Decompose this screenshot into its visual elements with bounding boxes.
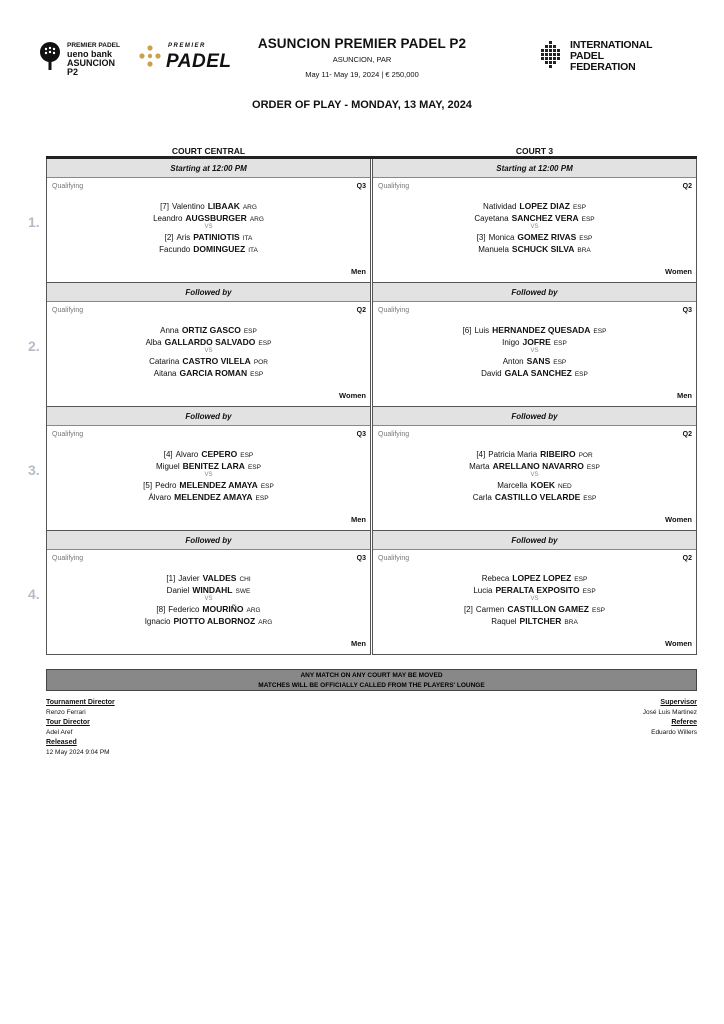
referee-name: Eduardo Willers [651, 729, 697, 736]
player-last-name: CEPERO [201, 449, 238, 459]
match-cell [372, 531, 697, 655]
released-time: 12 May 2024 9:04 PM [46, 749, 110, 756]
player-first-name: Carla [472, 493, 492, 502]
player-entry [373, 603, 696, 615]
match-body [373, 178, 696, 282]
match-start-header: Starting at 12:00 PM [47, 159, 370, 178]
player-nationality: SWE [235, 588, 251, 595]
match-players [47, 324, 370, 379]
player-nationality: ITA [242, 235, 253, 242]
player-last-name: JOFRE [522, 337, 551, 347]
player-seed: [6] [462, 326, 472, 335]
match-body [373, 302, 696, 406]
player-last-name: GALLARDO SALVADO [164, 337, 256, 347]
player-last-name: VALDES [202, 573, 237, 583]
match-round: Qualifying [52, 183, 84, 190]
player-entry [47, 572, 370, 584]
player-last-name: LOPEZ LOPEZ [512, 573, 572, 583]
player-nationality: ESP [574, 576, 588, 583]
player-nationality: BRA [564, 619, 578, 626]
player-nationality: CHI [239, 576, 251, 583]
player-entry [373, 243, 696, 255]
match-round: Qualifying [378, 431, 410, 438]
player-first-name: Ignacio [144, 617, 171, 626]
player-last-name: WINDAHL [192, 585, 233, 595]
player-nationality: ESP [255, 495, 269, 502]
match-start-header: Followed by [373, 283, 696, 302]
ipf-ball-icon [537, 40, 565, 74]
tournament-logo-text [67, 42, 120, 77]
versus-label: VS [204, 596, 213, 602]
match-players [47, 448, 370, 503]
match-cell [372, 283, 697, 407]
player-first-name: Alba [145, 338, 162, 347]
tournament-director-name: Renzo Ferrari [46, 709, 86, 716]
player-entry [47, 479, 370, 491]
player-entry [373, 212, 696, 224]
logo-line: ASUNCION [67, 58, 116, 68]
player-entry [373, 460, 696, 472]
logo-line: P2 [67, 67, 79, 77]
player-entry [373, 491, 696, 503]
player-entry [373, 584, 696, 596]
player-first-name: Leandro [153, 214, 183, 223]
officials-right [643, 698, 697, 739]
match-start-header: Starting at 12:00 PM [373, 159, 696, 178]
match-order-number: 4. [28, 586, 40, 602]
match-round: Qualifying [52, 555, 84, 562]
player-last-name: AUGSBURGER [185, 213, 247, 223]
player-nationality: POR [578, 452, 593, 459]
player-nationality: ESP [553, 359, 567, 366]
padel-racket-icon [37, 41, 63, 71]
notice-line: MATCHES WILL BE OFFICIALLY CALLED FROM THE PLAYERS' LOUNGE [258, 682, 485, 689]
player-first-name: Marcella [497, 481, 528, 490]
player-entry [373, 367, 696, 379]
player-entry [373, 448, 696, 460]
match-body [47, 426, 370, 530]
ipf-line: PADEL [570, 50, 604, 62]
match-cell [46, 159, 371, 283]
player-nationality: ESP [250, 371, 264, 378]
player-nationality: ARG [249, 216, 264, 223]
player-last-name: CASTILLO VELARDE [494, 492, 581, 502]
versus-label: VS [204, 348, 213, 354]
player-entry [47, 355, 370, 367]
player-last-name: CASTRO VILELA [182, 356, 251, 366]
player-nationality: POR [253, 359, 268, 366]
match-body [47, 550, 370, 654]
match-category: Women [665, 515, 692, 524]
player-entry [373, 355, 696, 367]
schedule-grid [46, 156, 697, 655]
player-entry [373, 336, 696, 348]
court-header-court3: COURT 3 [515, 146, 554, 156]
player-first-name: Anton [502, 357, 524, 366]
player-last-name: SANCHEZ VERA [511, 213, 579, 223]
match-body [373, 550, 696, 654]
tournament-logo [37, 40, 137, 76]
player-nationality: ESP [572, 204, 586, 211]
player-last-name: PIOTTO ALBORNOZ [173, 616, 256, 626]
match-round: Qualifying [52, 431, 84, 438]
match-players [373, 572, 696, 627]
player-entry [373, 615, 696, 627]
match-cell [46, 407, 371, 531]
logo-line: PREMIER PADEL [67, 42, 120, 49]
title-block [250, 36, 474, 79]
player-seed: [7] [160, 202, 169, 211]
player-last-name: MELENDEZ AMAYA [174, 492, 253, 502]
player-seed: [4] [476, 450, 486, 459]
player-first-name: Carmen [475, 605, 505, 614]
match-cell [46, 283, 371, 407]
player-nationality: ESP [240, 452, 254, 459]
qualifying-round-badge: Q2 [356, 307, 366, 314]
qualifying-round-badge: Q2 [682, 183, 692, 190]
match-body [47, 178, 370, 282]
versus-label: VS [204, 224, 213, 230]
player-last-name: GALA SANCHEZ [504, 368, 572, 378]
player-entry [47, 212, 370, 224]
match-round: Qualifying [378, 307, 410, 314]
player-entry [47, 460, 370, 472]
match-body [47, 302, 370, 406]
ipf-logo-text [570, 40, 652, 73]
court-header-central: COURT CENTRAL [171, 146, 246, 156]
player-first-name: Anna [160, 326, 179, 335]
match-category: Women [665, 267, 692, 276]
match-round: Qualifying [378, 183, 410, 190]
versus-label: VS [530, 224, 539, 230]
qualifying-round-badge: Q2 [682, 431, 692, 438]
match-players [47, 200, 370, 255]
player-first-name: Inigo [502, 338, 520, 347]
player-last-name: GOMEZ RIVAS [517, 232, 577, 242]
player-nationality: BRA [577, 247, 591, 254]
player-entry [373, 200, 696, 212]
player-first-name: Valentino [171, 202, 205, 211]
player-nationality: ARG [242, 204, 257, 211]
player-entry [47, 448, 370, 460]
player-seed: [2] [164, 233, 174, 242]
player-last-name: HERNANDEZ QUESADA [492, 325, 591, 335]
player-entry [47, 336, 370, 348]
match-players [373, 448, 696, 503]
player-first-name: Cayetana [474, 214, 509, 223]
player-seed: [5] [143, 481, 153, 490]
notice-line: ANY MATCH ON ANY COURT MAY BE MOVED [300, 672, 443, 679]
player-last-name: RIBEIRO [540, 449, 576, 459]
order-of-play-title: ORDER OF PLAY - MONDAY, 13 MAY, 2024 [252, 99, 472, 111]
ipf-line: INTERNATIONAL [570, 39, 653, 51]
tour-director-name: Adel Aref [46, 729, 73, 736]
player-nationality: ESP [574, 371, 588, 378]
player-nationality: ITA [248, 247, 258, 254]
player-last-name: ORTIZ GASCO [181, 325, 241, 335]
player-first-name: Miguel [156, 462, 180, 471]
player-entry [47, 603, 370, 615]
player-first-name: Daniel [166, 586, 190, 595]
ipf-line: FEDERATION [570, 61, 636, 73]
player-entry [373, 324, 696, 336]
player-last-name: ARELLANO NAVARRO [492, 461, 584, 471]
premier-padel-logo-big: PADEL [166, 51, 232, 72]
match-cell [372, 407, 697, 531]
versus-label: VS [530, 472, 539, 478]
player-last-name: PATINIOTIS [193, 232, 240, 242]
match-round: Qualifying [52, 307, 84, 314]
notice-banner [46, 669, 697, 691]
schedule-row [46, 407, 697, 531]
match-start-header: Followed by [373, 407, 696, 426]
player-first-name: Alvaro [175, 450, 199, 459]
player-last-name: DOMINGUEZ [193, 244, 246, 254]
player-first-name: Catarina [149, 357, 180, 366]
player-last-name: BENITEZ LARA [182, 461, 245, 471]
premier-padel-star-icon [138, 44, 162, 68]
player-last-name: PILTCHER [519, 616, 562, 626]
player-first-name: Álvaro [148, 493, 172, 502]
qualifying-round-badge: Q3 [682, 307, 692, 314]
match-start-header: Followed by [47, 531, 370, 550]
match-category: Men [351, 515, 366, 524]
player-entry [47, 243, 370, 255]
premier-padel-logo-small: PREMIER [168, 43, 206, 49]
player-first-name: Aris [176, 233, 191, 242]
player-first-name: Manuela [478, 245, 509, 254]
player-nationality: ESP [243, 328, 257, 335]
player-first-name: Pedro [155, 481, 177, 490]
qualifying-round-badge: Q3 [356, 431, 366, 438]
player-nationality: ESP [586, 464, 600, 471]
qualifying-round-badge: Q3 [356, 555, 366, 562]
player-first-name: David [481, 369, 502, 378]
match-order-number: 3. [28, 462, 40, 478]
player-last-name: SANS [526, 356, 551, 366]
match-start-header: Followed by [47, 407, 370, 426]
released-label: Released [46, 739, 77, 746]
tour-director-label: Tour Director [46, 719, 90, 726]
player-first-name: Marta [469, 462, 490, 471]
player-first-name: Patricia Maria [488, 450, 538, 459]
schedule-row [46, 159, 697, 283]
page-header [0, 34, 724, 84]
ipf-logo [537, 38, 653, 78]
tournament-location: ASUNCION, PAR [332, 55, 392, 64]
match-players [373, 324, 696, 379]
player-first-name: Natividad [483, 202, 517, 211]
match-category: Women [665, 639, 692, 648]
officials-left [46, 698, 115, 759]
match-round: Qualifying [378, 555, 410, 562]
match-order-number: 2. [28, 338, 40, 354]
match-players [373, 200, 696, 255]
player-nationality: ESP [260, 483, 274, 490]
player-entry [373, 479, 696, 491]
player-last-name: MOURIÑO [202, 604, 244, 614]
player-nationality: ESP [583, 495, 597, 502]
match-start-header: Followed by [47, 283, 370, 302]
player-entry [47, 367, 370, 379]
player-last-name: SCHUCK SILVA [511, 244, 575, 254]
match-category: Men [351, 639, 366, 648]
player-first-name: Facundo [159, 245, 191, 254]
player-nationality: ARG [258, 619, 273, 626]
tournament-dates: May 11- May 19, 2024 | € 250,000 [305, 70, 419, 79]
player-nationality: ESP [553, 340, 567, 347]
player-nationality: ESP [592, 607, 606, 614]
player-nationality: ARG [246, 607, 261, 614]
match-cell [372, 159, 697, 283]
player-first-name: Javier [178, 574, 200, 583]
player-nationality: ESP [593, 328, 607, 335]
player-entry [373, 231, 696, 243]
player-entry [373, 572, 696, 584]
tournament-title: ASUNCION PREMIER PADEL P2 [257, 36, 467, 51]
schedule-row [46, 283, 697, 407]
premier-padel-logo [138, 42, 243, 72]
supervisor-name: José Luis Martinez [642, 709, 697, 716]
versus-label: VS [530, 348, 539, 354]
player-entry [47, 584, 370, 596]
player-first-name: Federico [168, 605, 200, 614]
player-entry [47, 324, 370, 336]
qualifying-round-badge: Q2 [682, 555, 692, 562]
player-last-name: LIBAAK [207, 201, 240, 211]
schedule-row [46, 531, 697, 655]
match-category: Women [339, 391, 366, 400]
match-category: Men [351, 267, 366, 276]
supervisor-label: Supervisor [660, 699, 697, 706]
player-nationality: ESP [581, 216, 595, 223]
player-seed: [4] [163, 450, 173, 459]
player-nationality: ESP [579, 235, 593, 242]
player-first-name: Luis [474, 326, 490, 335]
match-body [373, 426, 696, 530]
player-seed: [1] [166, 574, 176, 583]
tournament-director-label: Tournament Director [46, 699, 115, 706]
player-seed: [3] [476, 233, 486, 242]
match-order-number: 1. [28, 214, 40, 230]
player-first-name: Rebeca [481, 574, 510, 583]
player-last-name: GARCIA ROMAN [179, 368, 248, 378]
referee-label: Referee [671, 719, 697, 726]
player-first-name: Monica [488, 233, 515, 242]
match-players [47, 572, 370, 627]
player-last-name: MELENDEZ AMAYA [179, 480, 258, 490]
player-seed: [2] [463, 605, 473, 614]
player-entry [47, 615, 370, 627]
player-first-name: Aitana [153, 369, 177, 378]
player-last-name: PERALTA EXPOSITO [495, 585, 580, 595]
player-nationality: ESP [582, 588, 596, 595]
player-first-name: Lucia [473, 586, 493, 595]
match-cell [46, 531, 371, 655]
player-entry [47, 200, 370, 212]
player-entry [47, 491, 370, 503]
player-nationality: NED [558, 483, 572, 490]
qualifying-round-badge: Q3 [356, 183, 366, 190]
match-start-header: Followed by [373, 531, 696, 550]
player-first-name: Raquel [491, 617, 517, 626]
logo-line: ueno bank [67, 49, 113, 59]
player-last-name: CASTILLON GAMEZ [507, 604, 590, 614]
versus-label: VS [204, 472, 213, 478]
player-nationality: ESP [258, 340, 272, 347]
player-seed: [8] [156, 605, 166, 614]
player-entry [47, 231, 370, 243]
match-category: Men [677, 391, 692, 400]
player-last-name: KOEK [530, 480, 556, 490]
versus-label: VS [530, 596, 539, 602]
player-last-name: LOPEZ DIAZ [519, 201, 570, 211]
player-nationality: ESP [247, 464, 261, 471]
